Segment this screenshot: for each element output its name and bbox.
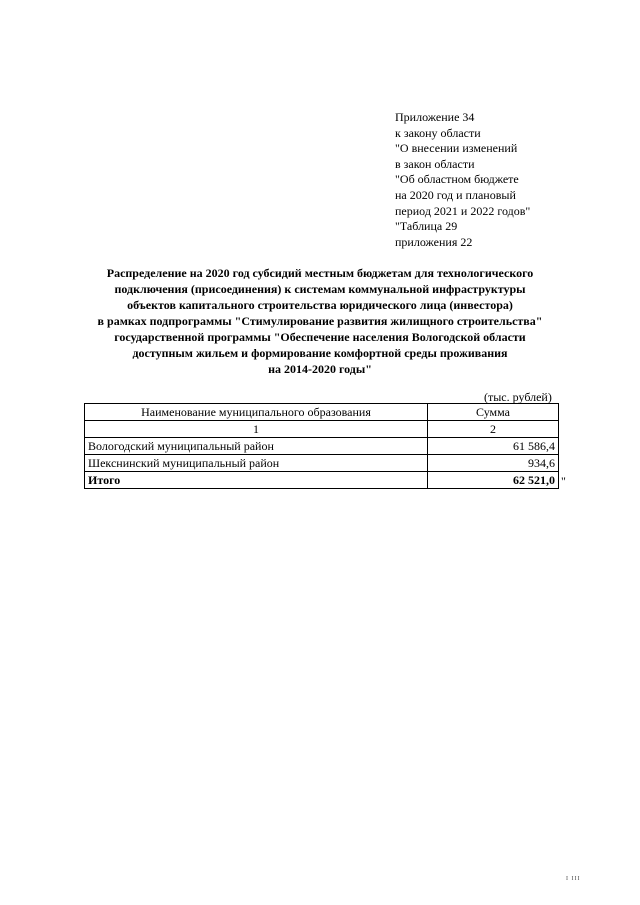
title-line: Распределение на 2020 год субсидий местным бюджетам для технологического xyxy=(106,266,534,280)
appendix-line: "О внесении изменений xyxy=(395,141,518,156)
municipality-name: Шекснинский муниципальный район xyxy=(85,455,428,472)
appendix-reference xyxy=(395,110,530,250)
amount-value: 934,6 xyxy=(428,455,559,472)
units-label: (тыс. рублей) xyxy=(484,390,552,404)
appendix-line: период 2021 и 2022 годов" xyxy=(395,203,531,218)
table-row xyxy=(85,438,559,455)
header-amount: Сумма xyxy=(428,404,559,421)
appendix-line: "Таблица 29 xyxy=(395,219,458,234)
column-number-1: 1 xyxy=(85,421,428,438)
appendix-line: в закон области xyxy=(395,156,475,171)
appendix-line: "Об областном бюджете xyxy=(395,172,519,187)
total-label: Итого xyxy=(85,472,428,489)
column-number-row xyxy=(85,421,559,438)
title-line: на 2014-2020 годы" xyxy=(268,362,372,376)
title-line: государственной программы "Обеспечение населения Вологодской области xyxy=(114,330,526,344)
table-header-row xyxy=(85,404,559,421)
appendix-line: на 2020 год и плановый xyxy=(395,187,516,202)
title-line: подключения (присоединения) к системам коммунальной инфраструктуры xyxy=(114,282,526,296)
title-line: доступным жильем и формирование комфортной среды проживания xyxy=(132,346,508,360)
closing-quote: " xyxy=(561,474,566,488)
municipality-name: Вологодский муниципальный район xyxy=(85,438,428,455)
column-number-2: 2 xyxy=(428,421,559,438)
subsidy-table xyxy=(84,403,559,489)
total-row xyxy=(85,472,559,489)
amount-value: 61 586,4 xyxy=(428,438,559,455)
footer-marks: I III xyxy=(566,876,581,882)
total-amount: 62 521,0 xyxy=(428,472,559,489)
appendix-line: приложения 22 xyxy=(395,234,473,249)
document-title xyxy=(70,265,570,377)
title-line: в рамках подпрограммы "Стимулирование развития жилищного строительства" xyxy=(97,314,543,328)
title-line: объектов капитального строительства юридического лица (инвестора) xyxy=(127,298,513,312)
appendix-line: Приложение 34 xyxy=(395,110,475,124)
table-row xyxy=(85,455,559,472)
appendix-line: к закону области xyxy=(395,125,481,140)
header-municipality: Наименование муниципального образования xyxy=(85,404,428,421)
